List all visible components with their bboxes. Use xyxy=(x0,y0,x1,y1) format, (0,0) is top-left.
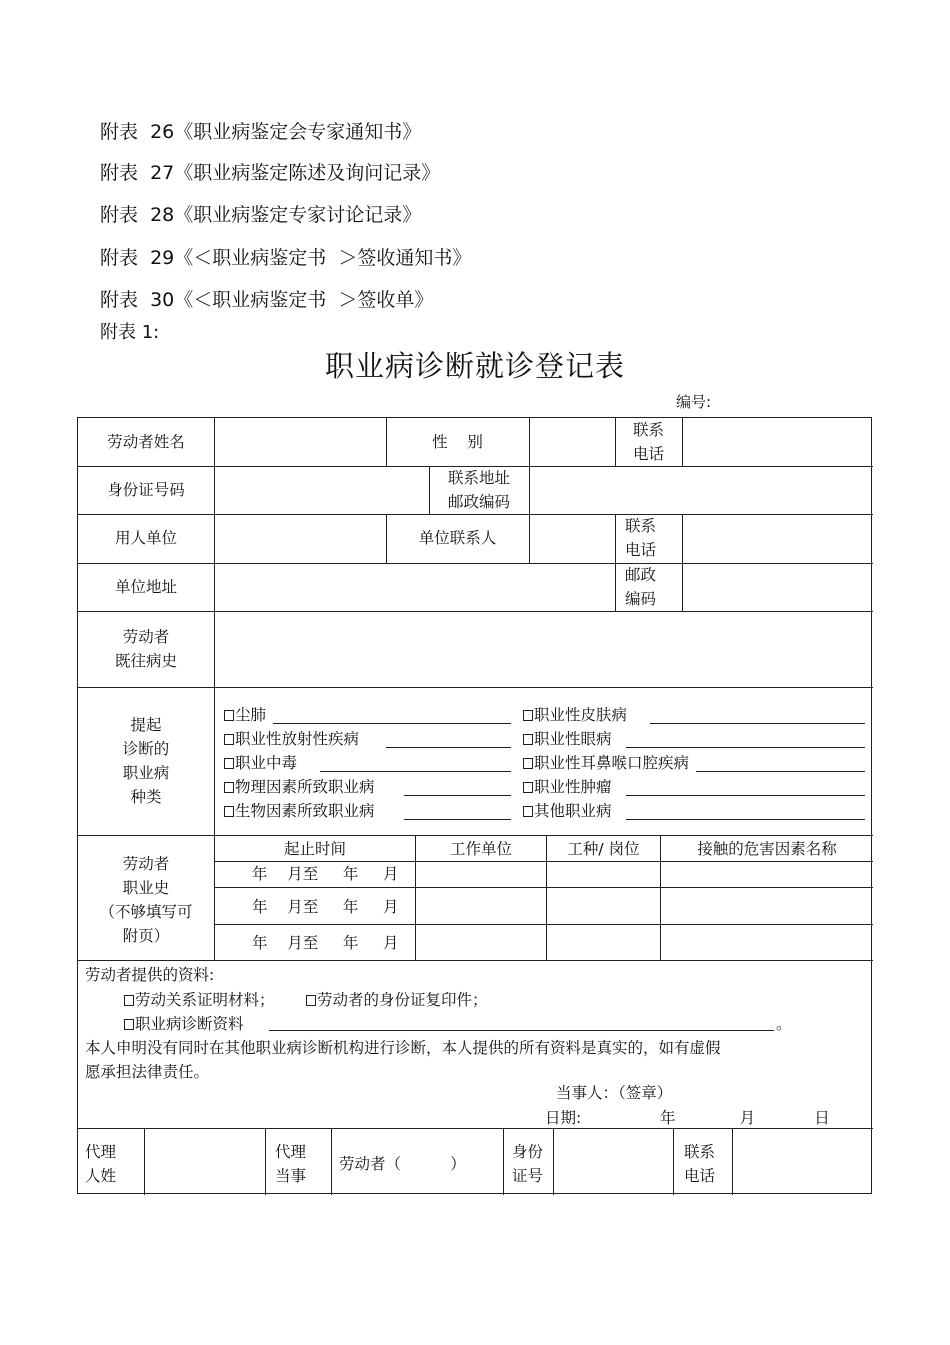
disease-type-label: 提起 诊断的 职业病 种类 xyxy=(122,716,170,806)
agent-name-label: 代理 人姓 xyxy=(85,1143,117,1185)
material-diagnosis-docs[interactable]: 职业病诊断资料 xyxy=(124,1012,244,1036)
agent-id-label: 身份 证号 xyxy=(512,1143,544,1185)
employer-address-label: 单位地址 xyxy=(114,578,177,596)
annex-item-26: 附表 26《职业病鉴定会专家通知书》 xyxy=(100,121,422,143)
employer-postal-label: 邮政 编码 xyxy=(625,566,657,608)
employer-phone-label: 联系 电话 xyxy=(625,517,657,559)
checkbox-icon[interactable] xyxy=(224,734,234,745)
materials-label: 劳动者提供的资料: xyxy=(85,966,215,984)
agent-party-label: 代理 当事 xyxy=(275,1143,307,1185)
disease-option-pneumoconiosis[interactable]: 尘肺 xyxy=(224,703,266,727)
registration-form xyxy=(77,417,872,1194)
gender-label: 性 别 xyxy=(432,433,483,451)
occupation-header-hazards: 接触的危害因素名称 xyxy=(697,840,837,858)
employer-contact-label: 单位联系人 xyxy=(418,529,497,547)
annex-item-27: 附表 27《职业病鉴定陈述及询问记录》 xyxy=(100,162,441,184)
medical-history-field[interactable] xyxy=(215,611,871,687)
employer-postal-field[interactable] xyxy=(683,563,871,611)
worker-relation-label: 劳动者（ ） xyxy=(339,1155,466,1173)
party-signature-label: 当事人：（签章） xyxy=(556,1084,673,1102)
checkbox-icon[interactable] xyxy=(523,758,533,769)
disease-option-eye[interactable]: 职业性眼病 xyxy=(523,727,612,751)
statement-line-1: 本人申明没有同时在其他职业病诊断机构进行诊断，本人提供的所有资料是真实的，如有虚假 xyxy=(85,1039,721,1057)
checkbox-icon[interactable] xyxy=(523,734,533,745)
form-title: 职业病诊断就诊登记表 xyxy=(324,349,625,383)
disease-option-poisoning[interactable]: 职业中毒 xyxy=(224,751,297,775)
checkbox-icon[interactable] xyxy=(523,806,533,817)
agent-phone-label: 联系 电话 xyxy=(684,1143,716,1185)
disease-option-ent-oral[interactable]: 职业性耳鼻喉口腔疾病 xyxy=(523,751,689,775)
occupation-header-workplace: 工作单位 xyxy=(449,840,512,858)
occupation-row-period[interactable]: 年 月至 年 月 xyxy=(252,865,399,883)
employer-label: 用人单位 xyxy=(114,529,177,547)
material-id-copy[interactable]: 劳动者的身份证复印件； xyxy=(306,988,488,1012)
agent-id-field[interactable] xyxy=(554,1129,672,1194)
serial-number-label: 编号: xyxy=(676,393,712,411)
worker-name-label: 劳动者姓名 xyxy=(107,433,185,451)
checkbox-icon[interactable] xyxy=(224,710,234,721)
disease-option-skin[interactable]: 职业性皮肤病 xyxy=(523,703,627,727)
date-label: 日期: 年 月 日 xyxy=(545,1109,830,1127)
contact-address-postal-field[interactable] xyxy=(530,466,871,514)
worker-phone-field[interactable] xyxy=(683,418,871,466)
disease-option-tumor[interactable]: 职业性肿瘤 xyxy=(523,775,612,799)
checkbox-icon[interactable] xyxy=(523,782,533,793)
annex-item-30: 附表 30《＜职业病鉴定书 ＞签收单》 xyxy=(100,289,434,311)
checkbox-icon[interactable] xyxy=(124,1019,134,1030)
checkbox-icon[interactable] xyxy=(124,995,134,1006)
material-labor-relation[interactable]: 劳动关系证明材料； xyxy=(124,988,275,1012)
occupation-row-period[interactable]: 年 月至 年 月 xyxy=(252,934,399,952)
employer-field[interactable] xyxy=(215,514,385,563)
checkbox-icon[interactable] xyxy=(224,758,234,769)
disease-option-biological-factors[interactable]: 生物因素所致职业病 xyxy=(224,799,375,823)
annex-item-29: 附表 29《＜职业病鉴定书 ＞签收通知书》 xyxy=(100,247,472,269)
id-number-label: 身份证号码 xyxy=(107,481,185,499)
materials-period: 。 xyxy=(776,1015,792,1033)
annex-label: 附表 1: xyxy=(100,322,160,343)
worker-name-field[interactable] xyxy=(215,418,385,466)
checkbox-icon[interactable] xyxy=(224,782,234,793)
agent-phone-field[interactable] xyxy=(733,1129,871,1194)
statement-line-2: 愿承担法律责任。 xyxy=(85,1063,210,1081)
disease-option-other[interactable]: 其他职业病 xyxy=(523,799,612,823)
employer-contact-field[interactable] xyxy=(530,514,614,563)
annex-item-28: 附表 28《职业病鉴定专家讨论记录》 xyxy=(100,204,422,226)
checkbox-icon[interactable] xyxy=(523,710,533,721)
occupation-history-label: 劳动者 职业史 （不够填写可 附页） xyxy=(99,855,193,945)
gender-field[interactable] xyxy=(530,418,614,466)
worker-phone-label: 联系 电话 xyxy=(632,421,664,463)
disease-option-radiation[interactable]: 职业性放射性疾病 xyxy=(224,727,359,751)
occupation-header-job: 工种/ 岗位 xyxy=(567,840,640,858)
id-number-field[interactable] xyxy=(215,466,428,514)
disease-option-physical-factors[interactable]: 物理因素所致职业病 xyxy=(224,775,375,799)
occupation-header-period: 起止时间 xyxy=(283,840,346,858)
occupation-row-period[interactable]: 年 月至 年 月 xyxy=(252,898,399,916)
agent-name-field[interactable] xyxy=(145,1129,264,1194)
checkbox-icon[interactable] xyxy=(306,995,316,1006)
checkbox-icon[interactable] xyxy=(224,806,234,817)
employer-address-field[interactable] xyxy=(215,563,614,611)
employer-phone-field[interactable] xyxy=(683,514,871,563)
contact-address-postal-label: 联系地址 邮政编码 xyxy=(447,469,510,511)
medical-history-label: 劳动者 既往病史 xyxy=(114,628,177,670)
